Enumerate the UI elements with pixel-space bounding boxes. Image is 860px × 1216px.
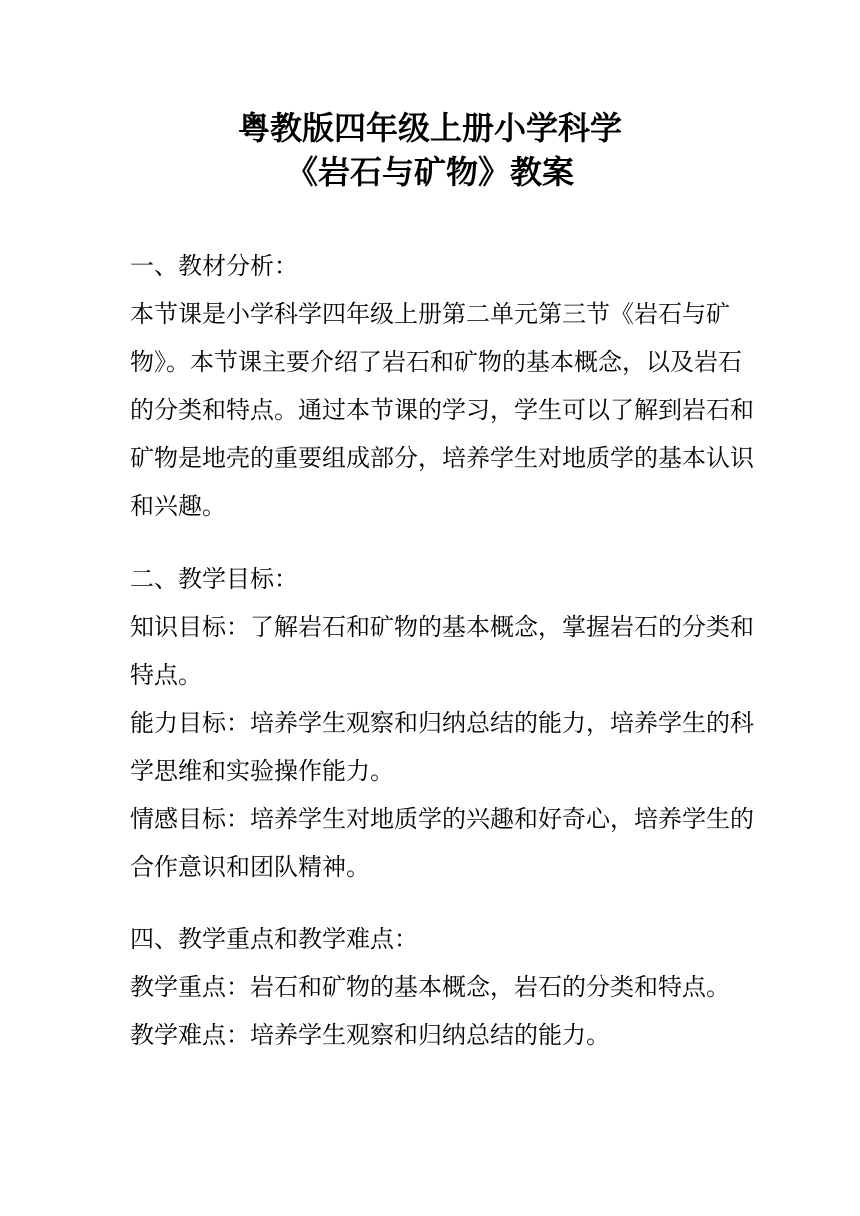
section-textbook-analysis [130, 242, 754, 530]
section-heading: 二、教学目标： [130, 565, 298, 593]
section-heading: 四、教学重点和教学难点： [130, 925, 418, 953]
section-heading: 一、教材分析： [130, 252, 298, 280]
paragraph-line: 的分类和特点。通过本节课的学习，学生可以了解到岩石和 [130, 396, 754, 424]
paragraph-line: 教学难点：培养学生观察和归纳总结的能力。 [130, 1021, 610, 1049]
title-line-2: 《岩石与矿物》教案 [285, 153, 574, 191]
paragraph-line: 合作意识和团队精神。 [130, 853, 370, 881]
paragraph-line: 学思维和实验操作能力。 [130, 757, 394, 785]
section-teaching-goals [130, 555, 754, 891]
paragraph-line: 能力目标：培养学生观察和归纳总结的能力，培养学生的科 [130, 709, 754, 737]
paragraph-line: 特点。 [130, 661, 202, 689]
paragraph-line: 情感目标：培养学生对地质学的兴趣和好奇心，培养学生的 [130, 805, 754, 833]
paragraph-line: 和兴趣。 [130, 492, 226, 520]
paragraph-line: 知识目标：了解岩石和矿物的基本概念，掌握岩石的分类和 [130, 613, 754, 641]
paragraph-line: 物》。本节课主要介绍了岩石和矿物的基本概念，以及岩石 [130, 348, 742, 376]
paragraph-line: 教学重点：岩石和矿物的基本概念，岩石的分类和特点。 [130, 973, 730, 1001]
title-line-1: 粤教版四年级上册小学科学 [237, 109, 622, 147]
section-key-points [130, 915, 730, 1059]
paragraph-line: 矿物是地壳的重要组成部分，培养学生对地质学的基本认识 [130, 444, 754, 472]
paragraph-line: 本节课是小学科学四年级上册第二单元第三节《岩石与矿 [130, 300, 730, 328]
